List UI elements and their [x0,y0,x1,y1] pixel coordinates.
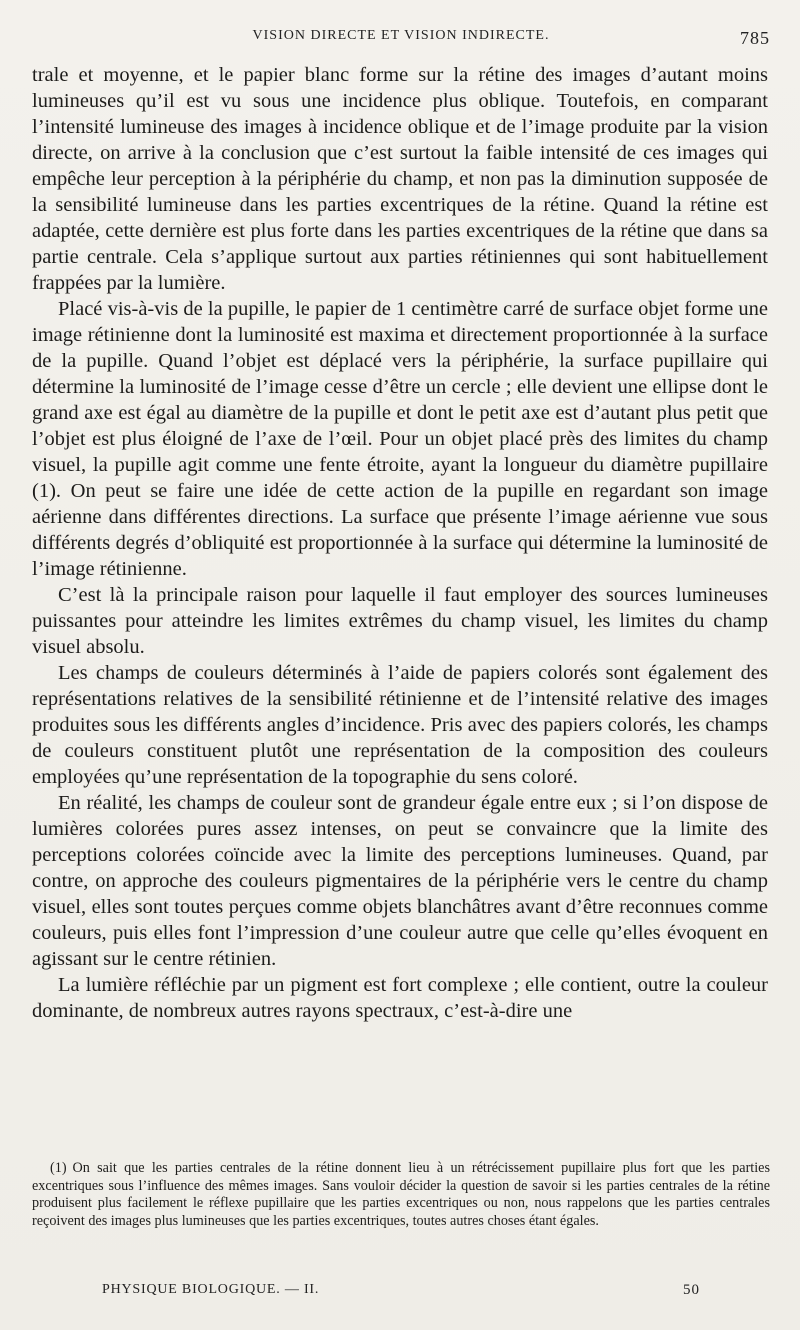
footnote [32,1160,770,1230]
paragraph-pigment-light: La lumière réfléchie par un pigment est fort complexe ; elle contient, outre la couleur dominante, de nombreux autres rayons spectraux, c’est-à-dire une [32,974,768,1022]
footer-book-title: PHYSIQUE BIOLOGIQUE. — II. [102,1282,320,1297]
footnote-marker: (1) [50,1160,67,1176]
running-head [32,28,770,50]
page-number: 785 [740,28,770,48]
paragraph-color-fields: Les champs de couleurs déterminés à l’aide de papiers colorés sont également des représentations relatives de la sensibilité rétinienne et de l’intensité relative des images produites sous les différents angles d’incidence. Pris avec des papiers colorés, les champs de couleurs constituent plutôt une représentation de la composition des couleurs employées qu’une représentation de la topographie du sens coloré. [32,662,768,788]
page-footer [102,1282,700,1302]
paragraph-pupil-surface: Placé vis-à-vis de la pupille, le papier de 1 centimètre carré de surface objet forme une image rétinienne dont la luminosité est maxima et directement proportionnée à la surface de la pupille. Quand l’objet est déplacé vers la périphérie, la surface pupillaire qui détermine la luminosité de l’image cesse d’être un cercle ; elle devient une ellipse dont le grand axe est égal au diamètre de la pupille et dont le petit axe est d’autant plus petit que l’objet est plus éloigné de l’axe de l’œil. Pour un objet placé près des limites du champ visuel, la pupille agit comme une fente étroite, ayant la longueur du diamètre pupillaire (1). On peut se faire une idée de cette action de la pupille en regardant son image aérienne dans différentes directions. La surface que présente l’image aérienne vue sous différents degrés d’obliquité est proportionnée à la surface qui détermine la luminosité de l’image rétinienne. [32,298,768,580]
footnote-text: On sait que les parties centrales de la rétine donnent lieu à un rétrécissement pupillaire plus fort que les parties excentriques sous l’influence des mêmes images. Sans vouloir décider la question de savoir si les parties centrales de la rétine produisent plus facilement le réflexe pupillaire que les parties excentriques ou non, nous rappelons que les parties centrales reçoivent des images plus lumineuses que les parties excentriques, toutes autres choses étant égales. [32,1160,770,1229]
signature-mark: 50 [683,1282,700,1298]
paragraph-continuation: trale et moyenne, et le papier blanc forme sur la rétine des images d’autant moins lumineuses qu’il est vu sous une incidence plus oblique. Toutefois, en comparant l’intensité lumineuse des images à incidence oblique et de l’image produite par la vision directe, on arrive à la conclusion que c’est surtout la faible intensité de ces images qui empêche leur perception à la périphérie du champ, et non pas la diminution supposée de la sensibilité lumineuse dans les parties excentriques de la rétine. Quand la rétine est adaptée, cette dernière est plus forte dans les parties excentriques de la rétine que dans sa partie centrale. Cela s’applique surtout aux parties rétiniennes qui sont habituellement frappées par la lumière. [32,64,768,294]
body-text [32,62,768,1024]
paragraph-color-perception: En réalité, les champs de couleur sont de grandeur égale entre eux ; si l’on dispose de lumières colorées pures assez intenses, on peut se convaincre que la limite des perceptions colorées coïncide avec la limite des perceptions lumineuses. Quand, par contre, on approche des couleurs pigmentaires de la périphérie vers le centre du champ visuel, elles sont toutes perçues comme objets blanchâtres avant d’être reconnues comme couleurs, puis elles font l’impression d’une couleur autre que celle qu’elles évoquent en agissant sur le centre rétinien. [32,792,768,970]
running-title: VISION DIRECTE ET VISION INDIRECTE. [252,28,550,43]
paragraph-light-sources: C’est là la principale raison pour laquelle il faut employer des sources lumineuses puissantes pour atteindre les limites extrêmes du champ visuel, les limites du champ visuel absolu. [32,584,768,658]
